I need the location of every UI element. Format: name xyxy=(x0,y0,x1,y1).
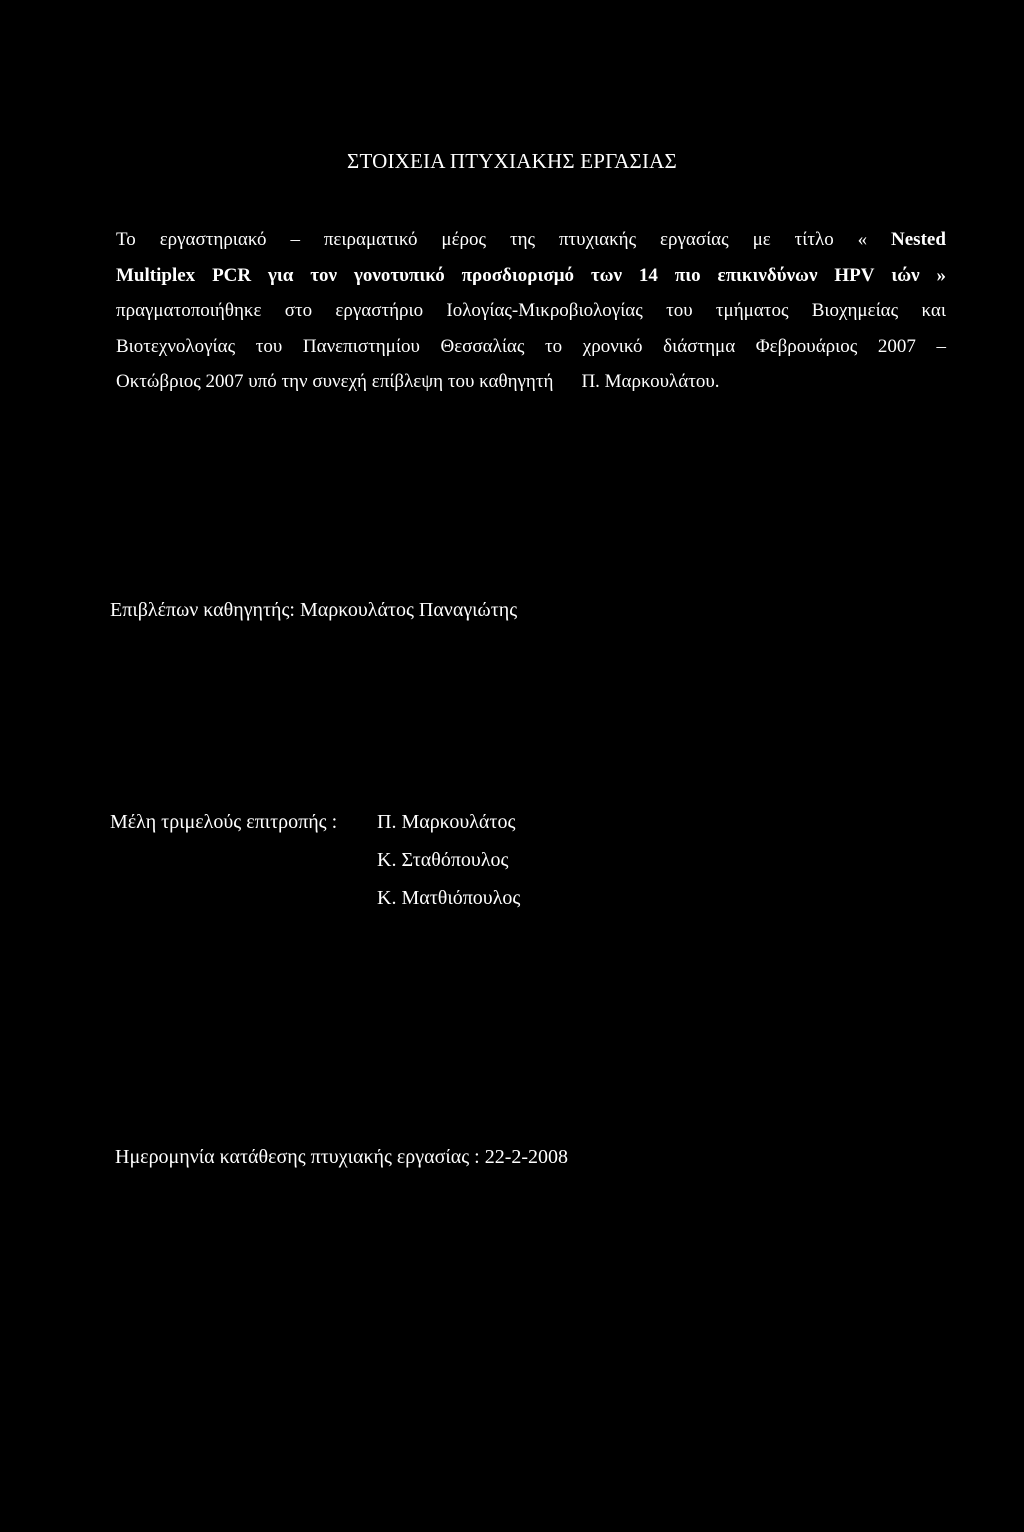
word: Βιοτεχνολογίας xyxy=(116,335,236,357)
paragraph-line-3 xyxy=(116,293,946,329)
committee-members-list xyxy=(377,803,520,917)
paragraph-line-1 xyxy=(116,222,946,258)
word: του xyxy=(666,300,693,321)
title-word: των xyxy=(590,264,623,286)
title-word: επικινδύνων xyxy=(717,264,818,286)
word: εργαστήριο xyxy=(335,300,424,321)
word: της xyxy=(509,229,536,250)
word: τίτλο xyxy=(794,229,834,250)
title-word: τον xyxy=(310,264,338,286)
supervisor-reference: Π. Μαρκουλάτου. xyxy=(581,371,720,392)
supervisor-line: Επιβλέπων καθηγητής: Μαρκουλάτος Παναγιώτης xyxy=(110,599,518,621)
word: εργαστηριακό xyxy=(159,229,267,250)
word: τμήματος xyxy=(715,300,789,321)
title-word: πιο xyxy=(674,264,701,286)
committee-member: Π. Μαρκουλάτος xyxy=(377,811,516,833)
title-word: για xyxy=(268,264,294,286)
paragraph-text: Οκτώβριος 2007 υπό την συνεχή επίβλεψη του καθηγητή xyxy=(116,371,554,392)
word: και xyxy=(921,300,946,321)
word: Ιολογίας-Μικροβιολογίας xyxy=(446,300,643,321)
paragraph-line-2 xyxy=(116,258,946,294)
word: Φεβρουάριος xyxy=(755,335,858,357)
thesis-description-paragraph xyxy=(116,222,946,400)
title-word: γονοτυπικό xyxy=(353,264,445,286)
word: πτυχιακής xyxy=(558,229,637,250)
committee-member: Κ. Ματθιόπουλος xyxy=(377,887,521,909)
word: μέρος xyxy=(441,229,487,250)
submission-date-line: Ημερομηνία κατάθεσης πτυχιακής εργασίας : 22-2-2008 xyxy=(115,1146,569,1168)
word: Θεσσαλίας xyxy=(440,335,525,357)
word: διάστημα xyxy=(663,335,736,357)
title-word: HPV xyxy=(834,264,875,286)
word: με xyxy=(752,229,771,250)
word: εργασίας xyxy=(660,229,729,250)
title-word: Multiplex xyxy=(116,264,196,286)
word: – xyxy=(290,229,300,250)
word: – xyxy=(936,335,946,357)
word: Το xyxy=(116,229,136,250)
word: πραγματοποιήθηκε xyxy=(116,300,262,321)
word: 2007 xyxy=(877,335,916,357)
word: του xyxy=(255,335,283,357)
title-word: Nested xyxy=(891,229,946,250)
title-word: PCR xyxy=(212,264,252,286)
word: πειραματικό xyxy=(323,229,418,250)
document-heading: ΣΤΟΙΧΕΙΑ ΠΤΥΧΙΑΚΗΣ ΕΡΓΑΣΙΑΣ xyxy=(347,149,677,173)
word: το xyxy=(545,335,563,357)
title-word: 14 xyxy=(638,264,658,286)
paragraph-line-4 xyxy=(116,329,946,365)
word: « xyxy=(857,229,868,250)
title-word: προσδιορισμό xyxy=(461,264,574,286)
word: στο xyxy=(284,300,313,321)
title-word: ιών xyxy=(891,264,920,286)
word: χρονικό xyxy=(582,335,643,357)
committee-member: Κ. Σταθόπουλος xyxy=(377,849,509,871)
word: Βιοχημείας xyxy=(811,300,899,321)
paragraph-line-5 xyxy=(116,364,946,400)
word: Πανεπιστημίου xyxy=(302,335,420,357)
title-word: » xyxy=(936,264,946,286)
committee-label: Μέλη τριμελούς επιτροπής : xyxy=(110,811,338,833)
